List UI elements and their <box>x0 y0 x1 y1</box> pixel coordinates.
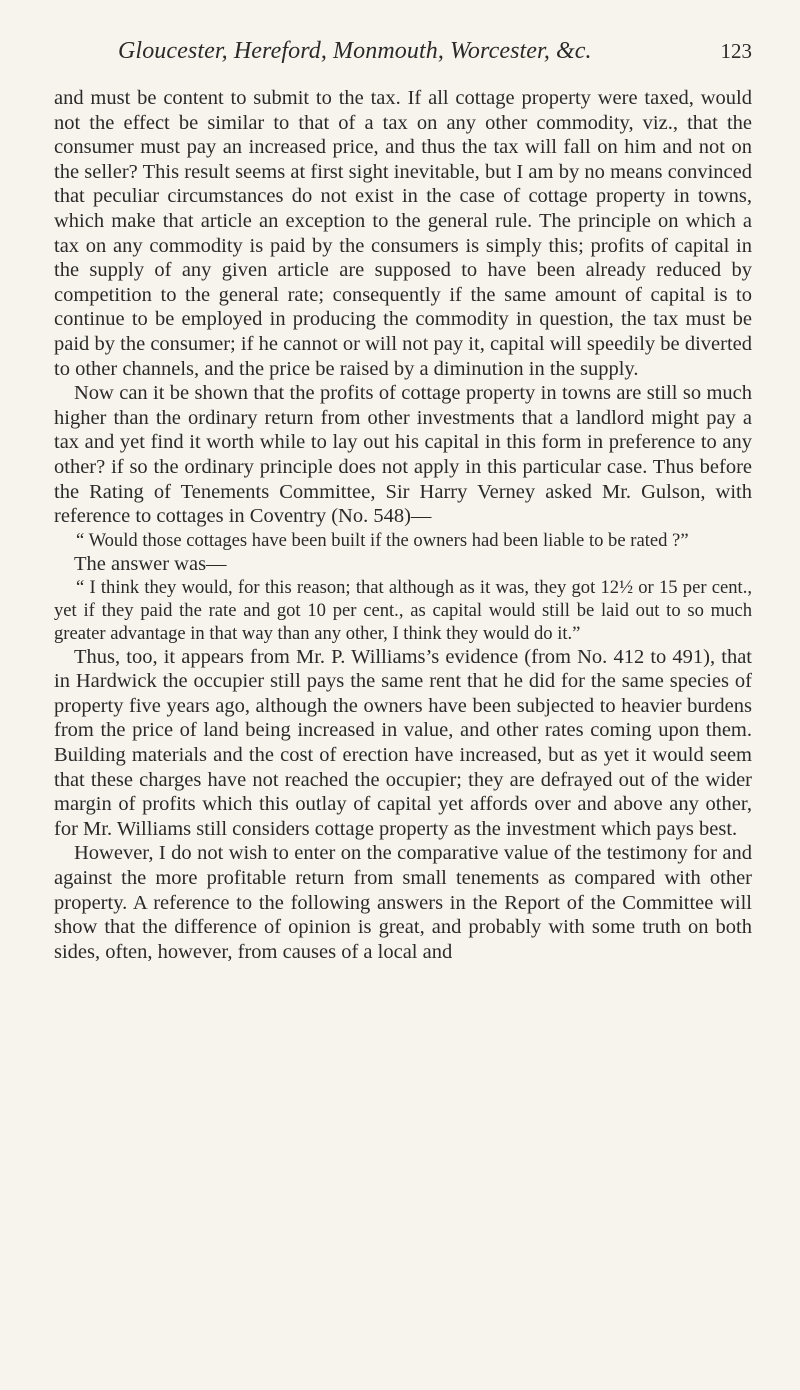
body-text <box>54 86 752 964</box>
page-number: 123 <box>720 39 752 63</box>
running-head <box>54 38 752 72</box>
book-page <box>54 38 752 964</box>
paragraph-1: and must be content to submit to the tax. If all cottage property were taxed, would not the effect be similar to that of a tax on any other commodity, viz., that the consumer must pay an increased price, and thus the tax will fall on him and not on the seller? This result seems at first sight inevitable, but I am by no means convinced that peculiar circumstances do not exist in the case of cottage property in towns, which make that article an exception to the general rule. The principle on which a tax on any commodity is paid by the consumers is simply this; profits of capital in the supply of any given article are supposed to have been already reduced by competition to the general rate; consequently if the same amount of capital is to continue to be employed in producing the commodity in question, the tax must be paid by the consumer; if he cannot or will not pay it, capital will speedily be diverted to other channels, and the price be raised by a diminution in the supply. <box>54 87 752 380</box>
paragraph-3: Thus, too, it appears from Mr. P. Williams’s evidence (from No. 412 to 491), that in Hardwick the occupier still pays the same rent that he did for the same species of property five years ago, although the owners have been subjected to heavier burdens from the price of land being increased in value, and other rates coming upon them. Building materials and the cost of erection have increased, but as yet it would seem that these charges have not reached the occupier; they are defrayed out of the wider margin of profits which this outlay of capital yet affords over and above any other, for Mr. Williams still considers cottage property as the investment which pays best. <box>54 645 752 840</box>
question-quote: “ Would those cottages have been built if the owners had been liable to be rated ?” <box>76 529 689 551</box>
running-title: Gloucester, Hereford, Monmouth, Worcester, &c. <box>118 38 592 64</box>
paragraph-2: Now can it be shown that the profits of cottage property in towns are still so much higher than the ordinary return from other investments that a landlord might pay a tax and yet find it worth while to lay out his capital in this form in preference to any other? if so the ordinary principle does not apply in this particular case. Thus before the Rating of Tenements Committee, Sir Harry Verney asked Mr. Gulson, with reference to cottages in Coventry (No. 548)— <box>54 382 752 528</box>
answer-quote: “ I think they would, for this reason; that although as it was, they got 12½ or 15 per cent., yet if they paid the rate and got 10 per cent., as capital would still be laid out to so much greater advantage in that way than any other, I think they would do it.” <box>54 576 752 644</box>
paragraph-4: However, I do not wish to enter on the comparative value of the testimony for and against the more profitable return from small tenements as compared with other property. A reference to the following answers in the Report of the Committee will show that the difference of opinion is great, and probably with some truth on both sides, often, however, from causes of a local and <box>54 842 752 963</box>
answer-intro: The answer was— <box>74 552 227 575</box>
